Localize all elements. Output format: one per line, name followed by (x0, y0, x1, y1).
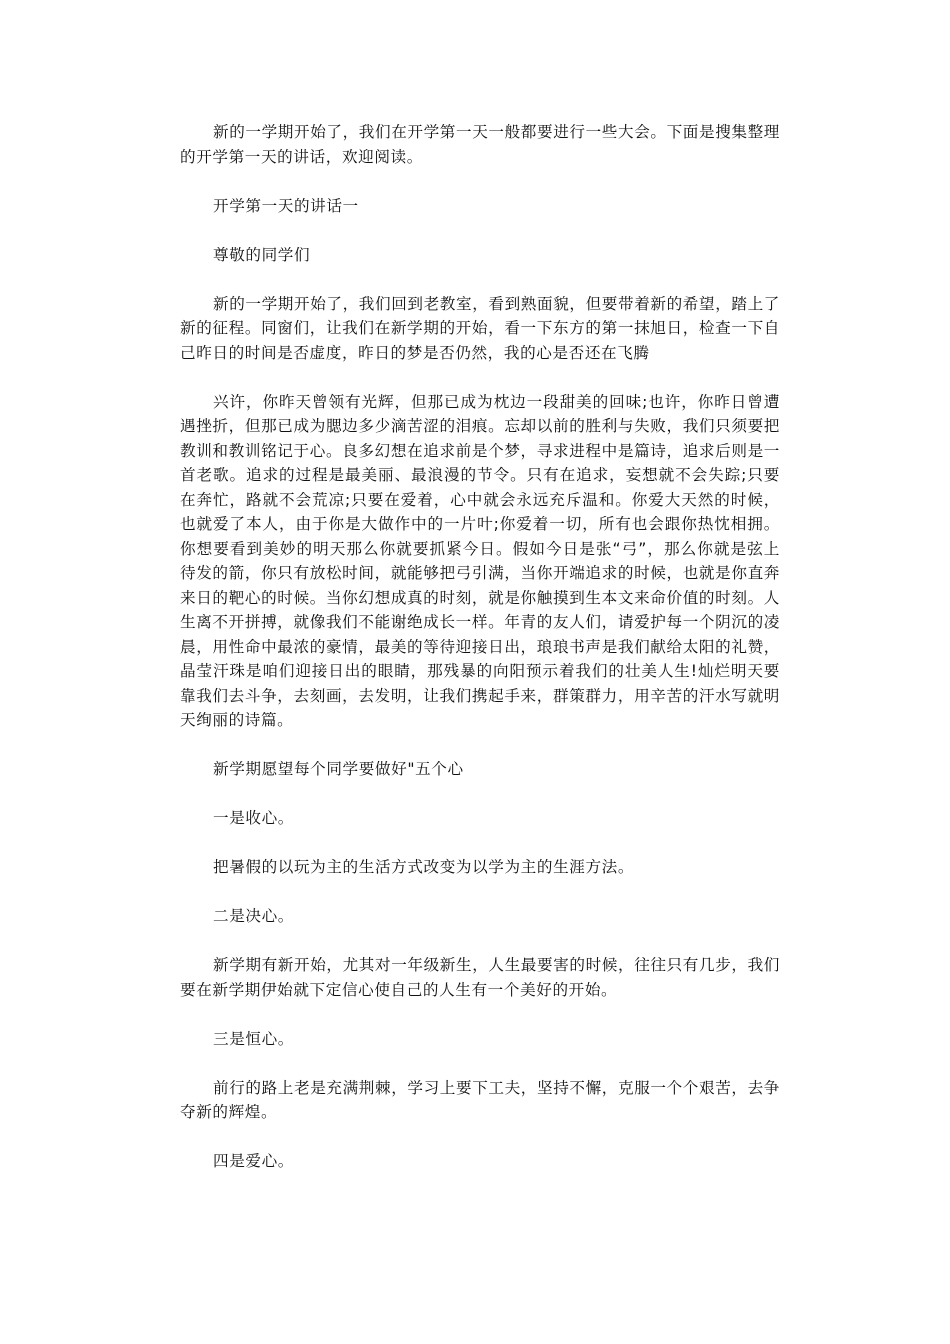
point-heading: 一是收心。 (213, 809, 294, 827)
document-body (180, 120, 780, 1198)
point-heading: 四是爱心。 (213, 1152, 294, 1170)
salutation: 尊敬的同学们 (213, 245, 311, 264)
point-heading: 二是决心。 (213, 907, 294, 925)
body-paragraph: 兴许，你昨天曾领有光辉，但那已成为枕边一段甜美的回味;也许，你昨日曾遭遇挫折，但那已成为腮边多少滴苦涩的泪痕。忘却以前的胜利与失败，我们只须要把教训和教训铭记于心。良多幻想在追求前是个梦，寻求进程中是篇诗，追求后则是一首老歌。追求的过程是最美丽、最浪漫的节令。只有在追求，妄想就不会失踪;只要在奔忙，路就不会荒凉;只要在爱着，心中就会永远充斥温和。你爱大天然的时候，也就爱了本人，由于你是大做作中的一片叶;你爱着一切，所有也会跟你热忱相拥。你想要看到美妙的明天那么你就要抓紧今日。假如今日是张“弓”，那么你就是弦上待发的箭，你只有放松时间，就能够把弓引满，当你开端追求的时候，也就是你直奔来日的靶心的时候。当你幻想成真的时刻，就是你触摸到生本文来命价值的时刻。人生离不开拼搏，就像我们不能谢绝成长一样。年青的友人们，请爱护每一个阴沉的凌晨，用性命中最浓的豪情，最美的等待迎接日出，琅琅书声是我们献给太阳的礼赞，晶莹汗珠是咱们迎接日出的眼睛，那残暴的向阳预示着我们的壮美人生!灿烂明天要靠我们去斗争，去刻画，去发明，让我们携起手来，群策群力，用辛苦的汗水写就明天绚丽的诗篇。 (180, 392, 780, 729)
section-heading: 新学期愿望每个同学要做好"五个心 (213, 760, 464, 778)
point-heading: 三是恒心。 (213, 1029, 294, 1048)
speech-heading: 开学第一天的讲话一 (213, 196, 359, 215)
point-paragraph: 新学期有新开始，尤其对一年级新生，人生最要害的时候，往往只有几步，我们要在新学期伊始就下定信心使自己的人生有一个美好的开始。 (180, 956, 780, 999)
intro-paragraph: 新的一学期开始了，我们在开学第一天一般都要进行一些大会。下面是搜集整理的开学第一天的讲话，欢迎阅读。 (180, 123, 780, 166)
body-paragraph: 新的一学期开始了，我们回到老教室，看到熟面貌，但要带着新的希望，踏上了新的征程。同窗们，让我们在新学期的开始，看一下东方的第一抹旭日，检查一下自己昨日的时间是否虚度，昨日的梦是否仍然，我的心是否还在飞腾 (180, 294, 780, 362)
point-paragraph: 前行的路上老是充满荆棘，学习上要下工夫，坚持不懈，克服一个个艰苦，去争夺新的辉煌。 (180, 1078, 780, 1121)
point-paragraph: 把暑假的以玩为主的生活方式改变为以学为主的生涯方法。 (213, 858, 635, 876)
